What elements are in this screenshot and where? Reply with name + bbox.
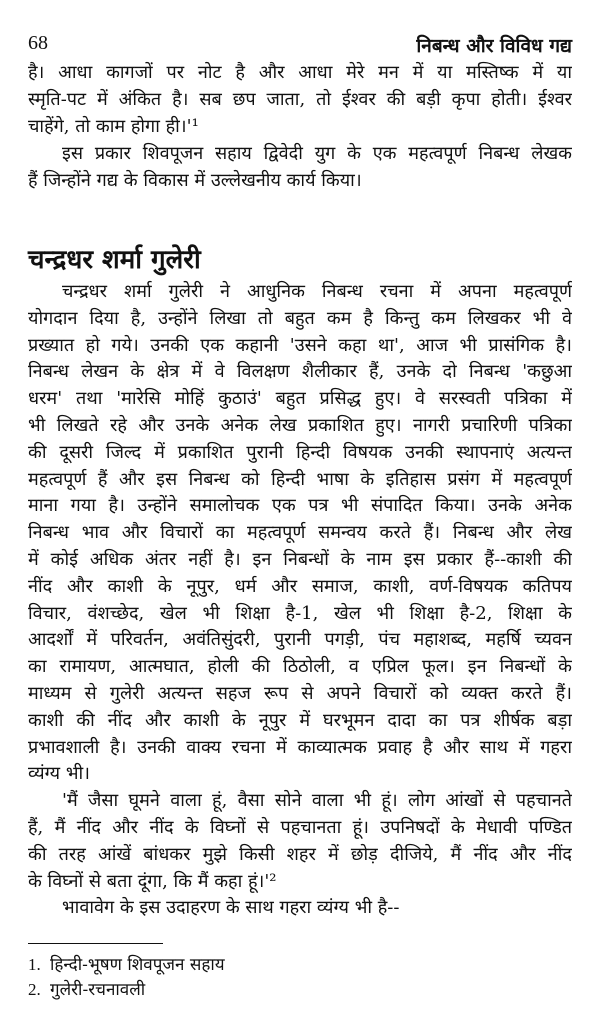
text-line: विचार, वंशच्छेद, खेल भी शिक्षा है-1, खेल भी शिक्षा है-2, शिक्षा के — [28, 602, 572, 624]
text-line: व्यंग्य भी। — [28, 763, 90, 785]
footnote-text: हिन्दी-भूषण शिवपूजन सहाय — [50, 955, 225, 975]
text-line: चाहेंगे, तो काम होगा ही।'¹ — [28, 116, 199, 137]
text-line: प्रभावशाली है। उनकी वाक्य रचना में काव्यात्मक प्रवाह है और साथ में गहरा — [28, 736, 572, 758]
footnote — [28, 953, 225, 977]
text-line: निबन्ध लेखन के क्षेत्र में वे विलक्षण शैलीकार हैं, उनके दो निबन्ध 'कछुआ — [28, 361, 572, 383]
text-line: महत्वपूर्ण हैं और इस निबन्ध को हिन्दी भाषा के इतिहास प्रसंग में महत्वपूर्ण — [28, 468, 572, 490]
footnote — [28, 978, 145, 1002]
footnote-number: 2. — [28, 980, 41, 999]
text-line: हैं, मैं नींद और नींद के विघ्नों से पहचानता हूं। उपनिषदों के मेधावी पण्डित — [28, 817, 572, 838]
text-line: निबन्ध भाव और विचारों का महत्वपूर्ण समन्वय करते हैं। निबन्ध और लेख — [28, 522, 572, 544]
section-heading: चन्द्रधर शर्मा गुलेरी — [28, 245, 201, 275]
text-line: भावावेग के इस उदाहरण के साथ गहरा व्यंग्य भी है-- — [62, 897, 400, 919]
footnote-text: गुलेरी-रचनावली — [50, 980, 146, 1000]
footnote-number: 1. — [28, 955, 41, 974]
footnote-divider — [28, 943, 163, 944]
text-line: की दूसरी जिल्द में प्रकाशित पुरानी हिन्दी विषयक उनकी स्थापनाएं अत्यन्त — [28, 441, 572, 463]
page-header — [28, 32, 572, 58]
text-line: का रामायण, आत्मघात, होली की ठिठोली, व एप्रिल फूल। इन निबन्धों के — [28, 656, 572, 678]
running-title: निबन्ध और विविध गद्य — [416, 35, 572, 57]
text-line: माना गया है। उन्होंने समालोचक एक पत्र भी संपादित किया। उनके अनेक — [28, 495, 572, 517]
text-line: 'मैं जैसा घूमने वाला हूं, वैसा सोने वाला भी हूं। लोग आंखों से पहचानते — [62, 790, 572, 812]
text-line: स्मृति-पट में अंकित है। सब छप जाता, तो ईश्वर की बड़ी कृपा होती। ईश्वर — [28, 89, 572, 110]
text-line: योगदान दिया है, उन्होंने लिखा तो बहुत कम है किन्तु कम लिखकर भी वे — [28, 307, 572, 329]
text-line: इस प्रकार शिवपूजन सहाय द्विवेदी युग के एक महत्वपूर्ण निबन्ध लेखक — [62, 143, 572, 164]
text-line: प्रख्यात हो गये। उनकी एक कहानी 'उसने कहा था', आज भी प्रासंगिक है। — [28, 334, 572, 356]
text-line: काशी की नींद और काशी के नूपुर में घरभूमन दादा का पत्र शीर्षक बड़ा — [28, 709, 572, 731]
text-line: नींद और काशी के नूपुर, धर्म और समाज, काशी, वर्ण-विषयक कतिपय — [28, 575, 572, 597]
text-line: में कोई अधिक अंतर नहीं है। इन निबन्धों के नाम इस प्रकार हैं--काशी की — [28, 549, 572, 570]
text-line: हैं जिन्होंने गद्य के विकास में उल्लेखनीय कार्य किया। — [28, 170, 362, 191]
text-line: की तरह आंखें बांधकर मुझे किसी शहर में छोड़ दीजिये, मैं नींद और नींद — [28, 843, 572, 865]
text-line: धरम' तथा 'मारेसि मोहिं कुठाउं' बहुत प्रसिद्ध हुए। वे सरस्वती पत्रिका में — [28, 388, 572, 410]
text-line: आदर्शों में परिवर्तन, अवंतिसुंदरी, पुरानी पगड़ी, पंच महाशब्द, महर्षि च्यवन — [28, 629, 572, 651]
text-line: चन्द्रधर शर्मा गुलेरी ने आधुनिक निबन्ध रचना में अपना महत्वपूर्ण — [62, 281, 572, 302]
text-line: माध्यम से गुलेरी अत्यन्त सहज रूप से अपने विचारों को व्यक्त करते हैं। — [28, 683, 572, 704]
text-line: के विघ्नों से बता दूंगा, कि मैं कहा हूं।'² — [28, 870, 277, 892]
text-line: भी लिखते रहे और उनके अनेक लेख प्रकाशित हुए। नागरी प्रचारिणी पत्रिका — [28, 415, 572, 436]
text-line: है। आधा कागजों पर नोट है और आधा मेरे मन में या मस्तिष्क में या — [28, 62, 572, 83]
page-number: 68 — [28, 32, 48, 54]
